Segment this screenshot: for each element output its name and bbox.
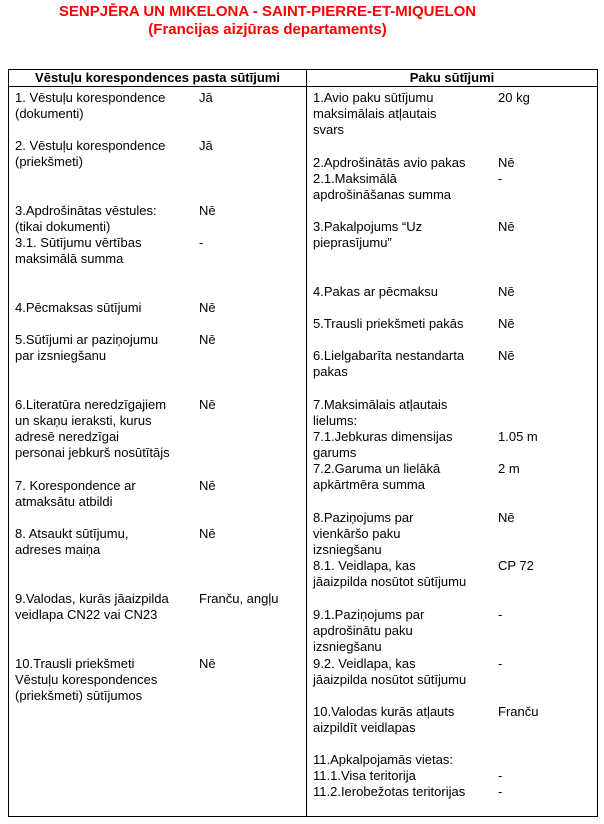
right-row-label: 11.2.Ierobežotas teritorijas — [313, 784, 466, 799]
left-row-label: 10.Trausli priekšmeti Vēstuļu korespondences (priekšmeti) sūtījumos — [15, 656, 158, 703]
right-row-value: - — [498, 656, 503, 671]
right-row-label: 11.Apkalpojamās vietas: — [313, 752, 453, 767]
left-row-label: 1. Vēstuļu korespondence (dokumenti) — [15, 90, 166, 121]
left-row-label: 5.Sūtījumi ar paziņojumu par izsniegšanu — [15, 332, 159, 363]
right-row-value: Nē — [498, 155, 515, 170]
right-row-label: 7.1.Jebkuras dimensijas garums — [313, 429, 453, 460]
left-row-value: Nē — [199, 478, 216, 493]
right-row-value: 2 m — [498, 461, 520, 476]
page-subtitle: (Francijas aizjūras departaments) — [148, 21, 387, 38]
left-row-value: Jā — [199, 90, 213, 105]
right-row-value: - — [498, 768, 503, 783]
right-row-value: Nē — [498, 284, 515, 299]
right-row-value: 1.05 m — [498, 429, 538, 444]
right-row-value: - — [498, 784, 503, 799]
right-column-header: Paku sūtījumi — [409, 70, 495, 85]
right-row-label: 2.Apdrošinātās avio pakas — [313, 155, 466, 170]
right-row-label: 7.Maksimālais atļautais lielums: — [313, 397, 448, 428]
right-row-label: 3.Pakalpojums “Uz pieprasījumu” — [313, 219, 423, 250]
column-divider — [306, 69, 307, 817]
right-row-value: Nē — [498, 348, 515, 363]
right-row-value: Nē — [498, 316, 515, 331]
page-title: SENPJĒRA UN MIKELONA - SAINT-PIERRE-ET-MIQUELON — [58, 3, 477, 20]
right-row-value: 20 kg — [498, 90, 530, 105]
left-row-value: - — [199, 235, 204, 250]
left-row-value: Nē — [199, 526, 216, 541]
right-row-label: 10.Valodas kurās atļauts aizpildīt veidlapas — [313, 704, 455, 735]
right-row-label: 9.1.Paziņojums par apdrošinātu paku izsniegšanu — [313, 607, 425, 654]
left-column-header: Vēstuļu korespondences pasta sūtījumi — [35, 70, 280, 85]
left-row-value: Nē — [199, 332, 216, 347]
right-row-value: Nē — [498, 219, 515, 234]
right-row-label: 5.Trausli priekšmeti pakās — [313, 316, 464, 331]
left-row-value: Franču, angļu — [199, 591, 279, 606]
left-row-value: Nē — [199, 300, 216, 315]
right-row-label: 9.2. Veidlapa, kas jāaizpilda nosūtot sūtījumu — [313, 656, 467, 687]
left-row-label: 3.Apdrošinātas vēstules: (tikai dokumenti) — [15, 203, 157, 234]
left-row-label: 2. Vēstuļu korespondence (priekšmeti) — [15, 138, 166, 169]
right-row-label: 4.Pakas ar pēcmaksu — [313, 284, 439, 299]
left-row-label: 9.Valodas, kurās jāaizpilda veidlapa CN22 vai CN23 — [15, 591, 169, 622]
left-row-label: 8. Atsaukt sūtījumu, adreses maiņa — [15, 526, 129, 557]
right-row-label: 1.Avio paku sūtījumu maksimālais atļautais svars — [313, 90, 437, 137]
header-divider — [8, 86, 598, 87]
right-row-label: 7.2.Garuma un lielākā apkārtmēra summa — [313, 461, 441, 492]
right-row-value: - — [498, 171, 503, 186]
left-row-label: 3.1. Sūtījumu vērtības maksimālā summa — [15, 235, 142, 266]
left-row-value: Nē — [199, 397, 216, 412]
left-row-label: 6.Literatūra neredzīgajiem un skaņu ieraksti, kurus adresē neredzīgai personai jebkurš nosūtītājs — [15, 397, 170, 460]
right-row-label: 6.Lielgabarīta nestandarta pakas — [313, 348, 465, 379]
left-row-label: 4.Pēcmaksas sūtījumi — [15, 300, 142, 315]
right-row-label: 2.1.Maksimālā apdrošināšanas summa — [313, 171, 452, 202]
right-row-label: 8.1. Veidlapa, kas jāaizpilda nosūtot sūtījumu — [313, 558, 467, 589]
right-row-value: Nē — [498, 510, 515, 525]
right-row-value: CP 72 — [498, 558, 534, 573]
left-row-value: Nē — [199, 203, 216, 218]
right-row-value: - — [498, 607, 503, 622]
left-row-value: Jā — [199, 138, 213, 153]
right-row-value: Franču — [498, 704, 539, 719]
left-row-label: 7. Korespondence ar atmaksātu atbildi — [15, 478, 136, 509]
right-row-label: 11.1.Visa teritorija — [313, 768, 416, 783]
right-row-label: 8.Paziņojums par vienkāršo paku izsniegšanu — [313, 510, 414, 557]
left-row-value: Nē — [199, 656, 216, 671]
